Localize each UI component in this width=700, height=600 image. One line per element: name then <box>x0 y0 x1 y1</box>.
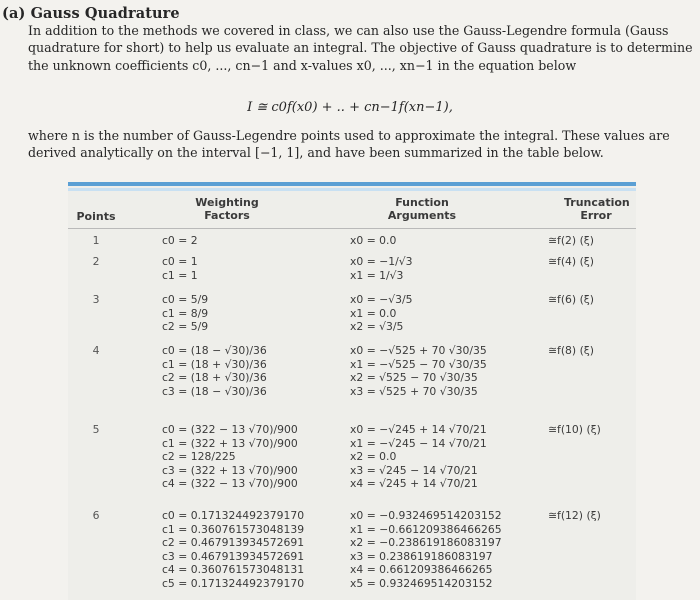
header-args: Function Arguments <box>387 196 457 222</box>
truncation-error: ≅f(6) (ξ) <box>548 293 595 306</box>
weight-factor: c1 = (18 + √30)/36 <box>162 357 267 371</box>
weight-factor: c0 = 2 <box>162 234 198 247</box>
function-argument: x1 = 0.0 <box>350 306 397 320</box>
function-argument: x4 = 0.661209386466265 <box>350 563 493 577</box>
weight-factor: c0 = 0.171324492379170 <box>162 509 305 522</box>
weight-factor: c0 = 5/9 <box>162 293 209 306</box>
weight-factor: c2 = 0.467913934572691 <box>162 536 305 550</box>
function-argument: x0 = −0.932469514203152 <box>350 509 502 522</box>
function-argument: x2 = −0.238619186083197 <box>350 536 502 550</box>
weight-factor: c2 = 5/9 <box>162 320 209 334</box>
function-argument: x0 = 0.0 <box>350 234 397 247</box>
weight-factor: c2 = (18 + √30)/36 <box>162 371 267 385</box>
truncation-error: ≅f(8) (ξ) <box>548 344 595 357</box>
function-argument: x3 = 0.238619186083197 <box>350 549 493 563</box>
weight-factor: c1 = 1 <box>162 268 198 282</box>
function-argument: x0 = −√3/5 <box>350 293 413 306</box>
function-argument: x1 = 1/√3 <box>350 268 404 282</box>
function-argument: x2 = 0.0 <box>350 450 397 464</box>
weight-factor: c3 = (322 + 13 √70)/900 <box>162 463 298 477</box>
weight-factor: c0 = 1 <box>162 255 198 268</box>
weight-factor: c1 = 8/9 <box>162 306 209 320</box>
function-argument: x1 = −√525 − 70 √30/35 <box>350 357 487 371</box>
weight-factor: c4 = (322 − 13 √70)/900 <box>162 477 298 491</box>
row-points: 3 <box>92 293 100 306</box>
header-rule <box>68 228 636 229</box>
weight-factor: c3 = 0.467913934572691 <box>162 549 305 563</box>
row-points: 1 <box>92 234 100 247</box>
table-sub-border <box>68 188 636 191</box>
row-points: 5 <box>92 423 100 436</box>
function-argument: x2 = √3/5 <box>350 320 404 334</box>
gauss-equation: I ≅ c0f(x0) + .. + cn−1f(xn−1), <box>247 100 453 115</box>
section-heading: (a) Gauss Quadrature <box>2 5 180 22</box>
row-points: 6 <box>92 509 100 522</box>
weight-factor: c0 = (18 − √30)/36 <box>162 344 267 357</box>
truncation-error: ≅f(12) (ξ) <box>548 509 601 522</box>
table-top-border <box>68 182 636 186</box>
intro-paragraph: In addition to the methods we covered in class, we can also use the Gauss-Legendre formula (Gauss quadrature for short) to help us evaluate an integral. The objective of Gauss quadrature is to determine the unknown coefficients c0, ..., cn−1 and x-values x0, ..., xn−1 in the equation below <box>28 23 693 73</box>
function-argument: x2 = √525 − 70 √30/35 <box>350 371 478 385</box>
weight-factor: c0 = (322 − 13 √70)/900 <box>162 423 298 436</box>
function-argument: x4 = √245 + 14 √70/21 <box>350 477 478 491</box>
function-argument: x0 = −√245 + 14 √70/21 <box>350 423 487 436</box>
function-argument: x1 = −0.661209386466265 <box>350 522 502 536</box>
row-points: 4 <box>92 344 100 357</box>
weight-factor: c4 = 0.360761573048131 <box>162 563 305 577</box>
header-error: Truncation Error <box>564 196 630 222</box>
weight-factor: c5 = 0.171324492379170 <box>162 577 305 590</box>
function-argument: x1 = −√245 − 14 √70/21 <box>350 436 487 450</box>
explanation-paragraph: where n is the number of Gauss-Legendre points used to approximate the integral. These values are derived analytically on the interval [−1, 1], and have been summarized in the table below. <box>28 128 670 161</box>
truncation-error: ≅f(2) (ξ) <box>548 234 595 247</box>
header-weights: Weighting Factors <box>195 196 259 222</box>
truncation-error: ≅f(10) (ξ) <box>548 423 601 436</box>
truncation-error: ≅f(4) (ξ) <box>548 255 595 268</box>
weight-factor: c3 = (18 − √30)/36 <box>162 384 267 398</box>
function-argument: x0 = −√525 + 70 √30/35 <box>350 344 487 357</box>
function-argument: x3 = √245 − 14 √70/21 <box>350 463 478 477</box>
weight-factor: c1 = (322 + 13 √70)/900 <box>162 436 298 450</box>
function-argument: x5 = 0.932469514203152 <box>350 577 493 590</box>
gauss-legendre-table <box>68 182 636 600</box>
function-argument: x3 = √525 + 70 √30/35 <box>350 384 478 398</box>
weight-factor: c1 = 0.360761573048139 <box>162 522 305 536</box>
weight-factor: c2 = 128/225 <box>162 450 236 464</box>
row-points: 2 <box>92 255 100 268</box>
header-points: Points <box>76 210 116 223</box>
function-argument: x0 = −1/√3 <box>350 255 413 268</box>
